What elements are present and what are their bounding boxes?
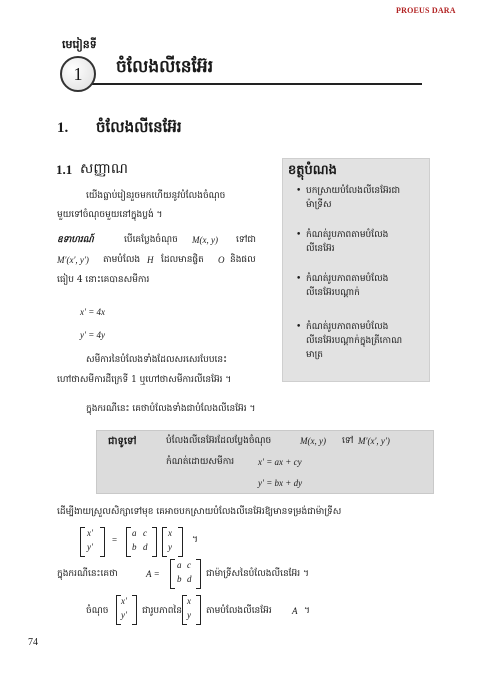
paragraph-line: ហៅថាសមីការដឺក្រេទី 1 ឬហៅថាសមីការលីនេអ៊ែរ ។ — [57, 375, 232, 385]
matrix-entry: y — [168, 542, 172, 552]
paragraph-line: សមីការនៃបំលែងទាំងដែលសរសេរបែបនេះ — [86, 355, 228, 365]
bracket-left — [162, 527, 167, 557]
matrix-entry: d — [143, 542, 148, 552]
matrix-entry: c — [187, 560, 191, 570]
matrix-equation — [80, 525, 280, 559]
example-text: បើគេប្លែងចំណុច — [124, 235, 178, 245]
objective-line: កំណត់រូបភាពតាមបំលែង — [306, 274, 389, 284]
math-point: M(x, y) — [300, 436, 326, 446]
paragraph-line: យើងធ្លាប់រៀនរួចមកហើយនូវបំលែងចំណុច — [86, 191, 226, 201]
objective-line: លីនេអ៊ែរបណ្តាក់ក្នុងត្រីកោណ — [306, 336, 403, 346]
matrix-A — [170, 558, 210, 590]
matrix-entry: a — [177, 560, 182, 570]
objectives-title: ខត្ថុបំណង — [288, 163, 337, 178]
bullet-icon: • — [296, 186, 302, 196]
bracket-right — [132, 595, 137, 625]
math-point: M′(x′, y′) — [57, 255, 89, 265]
paragraph-line: ដើម្បីងាយស្រួលសិក្សាទៅមុខ គេអាចបកស្រាយបំលែងលីនេអ៊ែរឱ្យមានទម្រង់ជាម៉ាទ្រីស — [57, 507, 342, 517]
example-text: និងផល — [230, 255, 256, 265]
bullet-icon: • — [296, 274, 302, 284]
objective-line: បកស្រាយបំលែងលីនេអ៊ែរជា — [306, 186, 401, 196]
math-symbol: A = — [146, 569, 160, 579]
author-header: PROEUS DARA — [396, 6, 456, 15]
paragraph-line: ជារូបភាពនៃ — [142, 606, 182, 616]
example-text: ទៅជា — [236, 235, 256, 245]
section-number: 1. — [57, 120, 69, 136]
matrix-entry: b — [177, 574, 182, 584]
matrix-entry: x′ — [121, 596, 127, 606]
equation: x′ = ax + cy — [258, 457, 302, 467]
vector-source — [182, 594, 202, 626]
matrix-entry: x — [168, 528, 172, 538]
math-symbol: O — [218, 255, 225, 265]
equation: y′ = bx + dy — [258, 478, 303, 488]
lesson-divider — [92, 83, 422, 85]
bracket-right — [178, 527, 183, 557]
matrix-entry: c — [143, 528, 147, 538]
lesson-number-badge: 1 — [60, 56, 96, 92]
section-title: ចំលែងលីនេអ៊ែរ — [96, 118, 182, 136]
bracket-left — [80, 527, 85, 557]
objective-line: លីនេអ៊ែរបណ្តាក់ — [306, 288, 360, 298]
objective-item — [296, 320, 403, 362]
matrix-entry: x′ — [87, 528, 93, 538]
bullet-icon: • — [296, 322, 302, 332]
sentence-end: ។ — [304, 606, 310, 616]
paragraph-line: មួយទៅចំណុចមួយនៅក្នុងប្លង់ ។ — [57, 210, 163, 220]
objective-line: ម៉ាទ្រីស — [306, 200, 332, 210]
definition-text: ទៅ — [342, 436, 354, 446]
objective-line: កំណត់រូបភាពតាមបំលែង — [306, 322, 389, 332]
matrix-entry: y′ — [87, 542, 93, 552]
math-symbol: A — [292, 606, 298, 616]
matrix-entry: d — [187, 574, 192, 584]
objective-item — [296, 272, 389, 300]
bullet-icon: • — [296, 230, 302, 240]
bracket-left — [126, 527, 131, 557]
subsection-title: សញ្ញាណ — [80, 161, 128, 177]
example-text: តាមបំលែង — [103, 255, 141, 265]
matrix-entry: a — [132, 528, 137, 538]
matrix-entry: x — [187, 596, 191, 606]
sentence-end: ។ — [192, 535, 198, 545]
equals-sign: = — [112, 535, 118, 545]
objective-line: មាត្រ — [306, 350, 323, 360]
math-symbol: H — [147, 255, 154, 265]
bracket-left — [170, 559, 175, 589]
math-point: M′(x′, y′) — [358, 436, 390, 446]
equation: x′ = 4x — [80, 307, 106, 317]
bracket-right — [100, 527, 105, 557]
objective-line: លីនេអ៊ែរ — [306, 244, 335, 254]
paragraph-line: ក្នុងករណីនេះ គេថាបំលែងទាំងជាបំលែងលីនេអ៊ែរ ។ — [86, 404, 256, 414]
paragraph-line: ក្នុងករណីនេះគេថា — [57, 569, 118, 579]
page-number: 74 — [28, 637, 38, 648]
bracket-right — [196, 559, 201, 589]
matrix-entry: y′ — [121, 610, 127, 620]
example-text: ធៀប 4 នោះគេបានសមីការ — [57, 275, 150, 285]
paragraph-line: ចំណុច — [86, 606, 109, 616]
definition-label: ជាទូទៅ — [108, 436, 137, 447]
matrix-entry: y — [187, 610, 191, 620]
math-point: M(x, y) — [192, 235, 218, 245]
equation: y′ = 4y — [80, 330, 106, 340]
lesson-label: មេរៀនទី — [62, 38, 97, 51]
subsection-number: 1.1 — [56, 162, 73, 177]
objective-item — [296, 228, 389, 256]
matrix-entry: b — [132, 542, 137, 552]
definition-text: បំលែងលីនេអ៊ែរដែលប្លែងចំណុច — [166, 436, 272, 446]
vector-image — [116, 594, 136, 626]
example-label: ឧទាហរណ៍ — [57, 235, 94, 245]
definition-text: កំណត់ដោយសមីការ — [166, 457, 235, 467]
paragraph-line: ជាម៉ាទ្រីសនៃបំលែងលីនេអ៊ែរ ។ — [206, 569, 309, 579]
bracket-right — [196, 595, 201, 625]
example-text: ដែលមានផ្ចិត — [161, 255, 204, 265]
objective-item — [296, 184, 401, 212]
bracket-right — [152, 527, 157, 557]
paragraph-line: តាមបំលែងលីនេអ៊ែរ — [206, 606, 272, 616]
lesson-title: ចំលែងលីនេអ៊ែរ — [116, 57, 214, 77]
objective-line: កំណត់រូបភាពតាមបំលែង — [306, 230, 389, 240]
